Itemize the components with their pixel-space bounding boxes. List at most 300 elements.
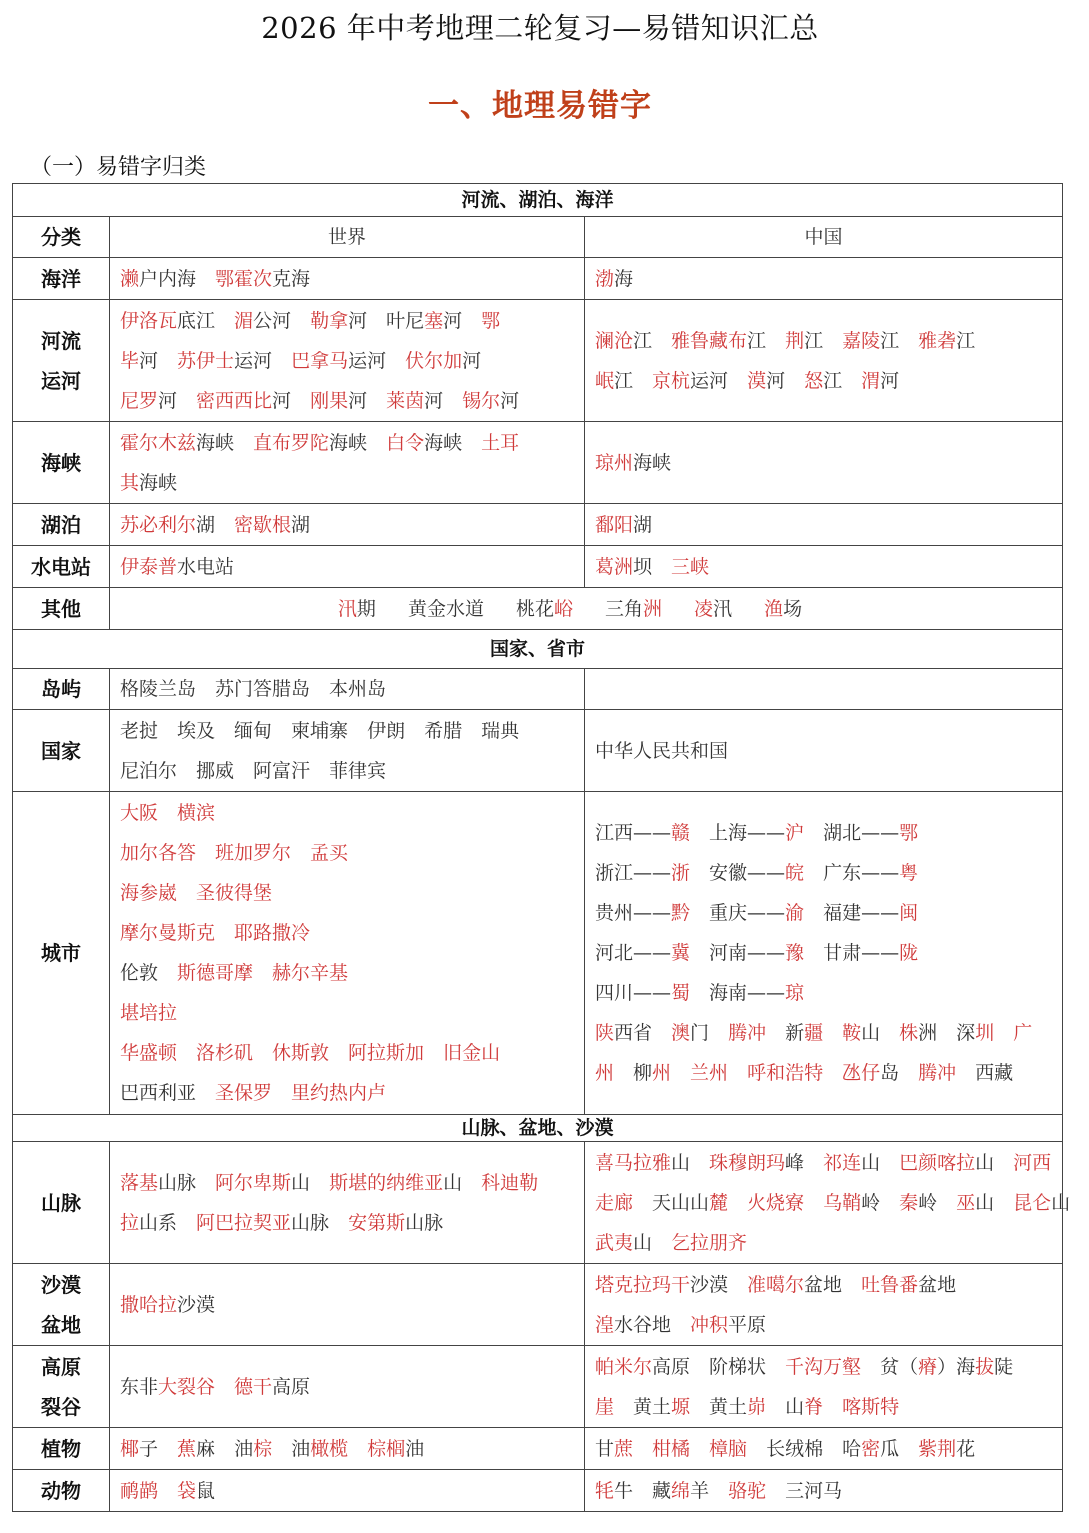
category-label: 沙漠 xyxy=(41,1272,81,1297)
highlighted-text: 牦 xyxy=(595,1479,615,1502)
highlighted-text: 德干 xyxy=(234,1375,273,1398)
highlighted-text: 伏尔加 xyxy=(405,349,463,372)
highlighted-text: 柑橘 xyxy=(652,1437,691,1460)
plain-text: 伊朗 xyxy=(367,719,406,742)
highlighted-text: 巴颜喀拉 xyxy=(899,1151,976,1174)
highlighted-text: 疆 xyxy=(804,1022,824,1044)
term xyxy=(671,556,709,578)
term xyxy=(120,472,177,494)
highlighted-text: 渭 xyxy=(861,369,881,392)
term xyxy=(595,514,652,536)
term xyxy=(424,720,462,742)
plain-text: 瑞典 xyxy=(481,719,520,742)
term xyxy=(367,720,405,742)
term-line xyxy=(595,259,1052,299)
plain-text: 三角 xyxy=(604,597,643,620)
plain-text: 浙江—— xyxy=(595,862,672,884)
plain-text: 海 xyxy=(614,267,634,290)
highlighted-text: 濑 xyxy=(120,267,140,290)
highlighted-text: 班加罗尔 xyxy=(215,842,292,864)
term xyxy=(338,598,376,620)
highlighted-text: 闽 xyxy=(899,902,919,924)
term xyxy=(253,432,367,454)
plain-text: 重庆—— xyxy=(709,902,786,924)
term-line xyxy=(595,1265,1052,1305)
category-cell xyxy=(13,710,110,792)
term xyxy=(177,1480,215,1502)
highlighted-text: 密西西比 xyxy=(196,389,273,412)
term xyxy=(823,862,918,884)
term xyxy=(747,1274,842,1296)
term-line xyxy=(595,1143,1052,1183)
term xyxy=(671,1232,747,1254)
term xyxy=(120,962,158,984)
category-cell xyxy=(13,1470,110,1512)
highlighted-text: 三峡 xyxy=(671,555,710,578)
term xyxy=(329,1172,462,1194)
highlighted-text: 塔克拉玛干 xyxy=(595,1273,691,1296)
highlighted-text: 拔 xyxy=(975,1355,995,1378)
plain-text: 老挝 xyxy=(120,719,159,742)
term xyxy=(120,268,196,290)
term-line xyxy=(595,1429,1052,1469)
term xyxy=(595,982,690,1004)
category-cell xyxy=(13,669,110,710)
china-cell xyxy=(585,546,1063,588)
plain-text: 高原 xyxy=(272,1375,311,1398)
highlighted-text: 瘠 xyxy=(918,1355,938,1378)
term-line xyxy=(595,853,1052,893)
term-line xyxy=(120,1073,574,1113)
term xyxy=(120,678,196,700)
plain-text: 四川—— xyxy=(595,982,672,1004)
term xyxy=(671,1022,709,1044)
highlighted-text: 脊 xyxy=(804,1395,824,1418)
highlighted-text: 兰州 xyxy=(690,1062,729,1084)
highlighted-text: 棕 xyxy=(253,1437,273,1460)
highlighted-text: 赣 xyxy=(671,822,691,844)
plain-text: 缅甸 xyxy=(234,719,273,742)
plain-text: 尼泊尔 xyxy=(120,759,178,782)
plain-text: 岛 xyxy=(880,1062,900,1084)
plain-text: 湖 xyxy=(196,513,216,536)
term xyxy=(690,1062,728,1084)
plain-text: 江 xyxy=(804,329,824,352)
term xyxy=(595,268,633,290)
highlighted-text: 伊洛瓦 xyxy=(120,309,178,332)
plain-text: 平原 xyxy=(728,1313,767,1336)
term xyxy=(196,1042,253,1064)
term xyxy=(120,1082,196,1104)
highlighted-text: 橄榄 xyxy=(310,1437,349,1460)
highlighted-text: 州 xyxy=(595,1062,615,1084)
plain-text: 运河 xyxy=(348,349,387,372)
term xyxy=(120,1376,215,1398)
highlighted-text: 苏伊士 xyxy=(177,349,235,372)
term xyxy=(728,1022,766,1044)
term xyxy=(595,1152,690,1174)
plain-text: 底江 xyxy=(177,309,216,332)
plain-text: 山 xyxy=(671,1151,691,1174)
term xyxy=(120,1172,196,1194)
plain-text: 油 xyxy=(405,1437,425,1460)
term xyxy=(1013,1022,1032,1044)
term xyxy=(196,882,272,904)
term xyxy=(842,1438,899,1460)
china-cell xyxy=(585,792,1063,1115)
term xyxy=(386,390,443,412)
term xyxy=(215,842,291,864)
highlighted-text: 密歇根 xyxy=(234,513,292,536)
term xyxy=(120,760,177,782)
plain-text: ）海 xyxy=(937,1355,976,1378)
highlighted-text: 鸸鹋 xyxy=(120,1479,159,1502)
term xyxy=(709,902,804,924)
highlighted-text: 绵 xyxy=(671,1479,691,1502)
term xyxy=(842,1396,899,1418)
term xyxy=(595,1396,614,1418)
term xyxy=(291,350,386,372)
term xyxy=(120,350,158,372)
plain-text: 海峡 xyxy=(196,431,235,454)
term xyxy=(177,720,215,742)
plain-text: 山 xyxy=(975,1151,995,1174)
plain-text: 巴西利亚 xyxy=(120,1082,197,1104)
highlighted-text: 走廊 xyxy=(595,1191,634,1214)
highlighted-text: 渤 xyxy=(595,267,615,290)
plain-text: 羊 xyxy=(690,1479,710,1502)
highlighted-text: 莱茵 xyxy=(386,389,425,412)
category-label: 城市 xyxy=(41,941,81,965)
plain-text: 水电站 xyxy=(177,555,235,578)
china-cell xyxy=(585,504,1063,546)
term xyxy=(747,1192,804,1214)
highlighted-text: 怒 xyxy=(804,369,824,392)
term xyxy=(633,1062,671,1084)
highlighted-text: 冀 xyxy=(671,942,691,964)
term-line xyxy=(120,711,574,751)
term xyxy=(861,1274,956,1296)
term xyxy=(766,1438,823,1460)
plain-text: 天山山 xyxy=(652,1191,710,1214)
highlighted-text: 棕榈 xyxy=(367,1437,406,1460)
term xyxy=(728,1480,766,1502)
plain-text: 湖 xyxy=(633,513,653,536)
table-row xyxy=(13,1428,1063,1470)
term xyxy=(899,1022,937,1044)
highlighted-text: 里约热内卢 xyxy=(291,1082,387,1104)
highlighted-text: 崖 xyxy=(595,1395,615,1418)
category-label: 海峡 xyxy=(41,450,81,475)
term xyxy=(310,842,348,864)
term xyxy=(215,678,310,700)
highlighted-text: 塬 xyxy=(671,1395,691,1418)
plain-text: 黄土 xyxy=(709,1395,748,1418)
term xyxy=(215,1172,310,1194)
plain-text: 河 xyxy=(348,309,368,332)
term xyxy=(823,822,918,844)
term-line xyxy=(120,1163,574,1203)
term-line xyxy=(595,443,1052,483)
plain-text: 东非 xyxy=(120,1375,159,1398)
highlighted-text: 海参崴 xyxy=(120,882,178,904)
term-line xyxy=(595,933,1052,973)
term xyxy=(120,514,215,536)
term xyxy=(595,370,633,392)
highlighted-text: 塞 xyxy=(424,309,444,332)
term-line xyxy=(120,423,574,463)
term-line xyxy=(595,1223,1052,1263)
term xyxy=(709,1438,747,1460)
world-cell xyxy=(110,669,585,710)
plain-text: 瓜 xyxy=(880,1437,900,1460)
plain-text: 公河 xyxy=(253,309,292,332)
term xyxy=(177,962,253,984)
highlighted-text: 渔 xyxy=(764,597,784,620)
error-prone-characters-table xyxy=(12,183,1071,1512)
plain-text: 户内海 xyxy=(139,267,197,290)
category-cell xyxy=(13,792,110,1115)
term-line xyxy=(120,505,574,545)
highlighted-text: 鄂 xyxy=(899,822,919,844)
highlighted-text: 火烧寮 xyxy=(747,1191,805,1214)
term xyxy=(177,1438,215,1460)
term xyxy=(120,802,158,824)
highlighted-text: 撒哈拉 xyxy=(120,1293,178,1316)
plain-text: 菲律宾 xyxy=(329,759,387,782)
plain-text: 期 xyxy=(356,597,376,620)
term xyxy=(785,1022,823,1044)
table-row xyxy=(13,669,1063,710)
world-cell xyxy=(110,710,585,792)
term-line xyxy=(595,1053,1052,1093)
plain-text: 河 xyxy=(272,389,292,412)
category-label: 高原 xyxy=(41,1354,81,1379)
plain-text: 湖北—— xyxy=(823,822,900,844)
table-row xyxy=(13,546,1063,588)
term xyxy=(595,452,671,474)
highlighted-text: 秦 xyxy=(899,1191,919,1214)
term xyxy=(899,1192,937,1214)
term xyxy=(215,1082,272,1104)
highlighted-text: 河西 xyxy=(1013,1151,1052,1174)
plain-text: 河 xyxy=(500,389,520,412)
category-label: 植物 xyxy=(41,1436,81,1461)
plain-text: 河 xyxy=(424,389,444,412)
term-line xyxy=(120,547,574,587)
term xyxy=(747,370,785,392)
plain-text: 岭 xyxy=(861,1191,881,1214)
term-line xyxy=(595,731,1052,771)
highlighted-text: 苏必利尔 xyxy=(120,513,197,536)
term-line xyxy=(595,1471,1052,1511)
term xyxy=(196,1212,329,1234)
term xyxy=(120,1480,158,1502)
highlighted-text: 赫尔辛基 xyxy=(272,962,349,984)
highlighted-text: 锡尔 xyxy=(462,389,501,412)
highlighted-text: 加尔各答 xyxy=(120,842,197,864)
highlighted-text: 耶路撒冷 xyxy=(234,922,311,944)
term xyxy=(595,942,690,964)
plain-text: 哈 xyxy=(842,1437,862,1460)
term xyxy=(215,268,310,290)
plain-text: 长绒棉 xyxy=(766,1437,824,1460)
table-row xyxy=(13,258,1063,300)
term xyxy=(234,922,310,944)
plain-text: 牛 xyxy=(614,1479,634,1502)
highlighted-text: 直布罗陀 xyxy=(253,431,330,454)
highlighted-text: 阿拉斯加 xyxy=(348,1042,425,1064)
highlighted-text: 州 xyxy=(652,1062,672,1084)
term xyxy=(652,1480,709,1502)
highlighted-text: 堪培拉 xyxy=(120,1002,178,1024)
term xyxy=(842,1022,880,1044)
term xyxy=(595,1438,633,1460)
plain-text: 花 xyxy=(956,1437,976,1460)
term-line xyxy=(595,1013,1052,1053)
world-cell xyxy=(110,1346,585,1428)
highlighted-text: 阿巴拉契亚 xyxy=(196,1211,292,1234)
plain-text: 福建—— xyxy=(823,902,900,924)
world-cell xyxy=(110,1470,585,1512)
category-label: 动物 xyxy=(41,1478,81,1503)
china-cell xyxy=(585,669,1063,710)
term xyxy=(120,390,177,412)
china-cell xyxy=(585,258,1063,300)
highlighted-text: 尼罗 xyxy=(120,389,159,412)
term xyxy=(196,390,291,412)
plain-text: 阶梯状 xyxy=(709,1355,767,1378)
term-line xyxy=(595,1183,1071,1223)
plain-text: 江西—— xyxy=(595,822,672,844)
plain-text: 上海—— xyxy=(709,822,786,844)
term xyxy=(120,1294,215,1316)
highlighted-text: 鄂 xyxy=(481,309,501,332)
term xyxy=(120,882,177,904)
term xyxy=(408,598,484,620)
term xyxy=(595,740,728,762)
term xyxy=(823,1192,880,1214)
category-cell xyxy=(13,300,110,422)
highlighted-text: 昆仑 xyxy=(1013,1191,1052,1214)
highlighted-text: 紫荆 xyxy=(918,1437,957,1460)
term-line xyxy=(120,793,574,833)
term-line xyxy=(120,1429,574,1469)
term xyxy=(595,862,690,884)
plain-text: 江 xyxy=(880,329,900,352)
plain-text: 峰 xyxy=(785,1151,805,1174)
plain-text: 山 xyxy=(861,1022,881,1044)
plain-text: 油 xyxy=(234,1437,254,1460)
plain-text: 甘肃—— xyxy=(823,942,900,964)
plain-text: 麻 xyxy=(196,1437,216,1460)
term-line xyxy=(120,301,574,341)
term xyxy=(956,1022,994,1044)
term xyxy=(367,1438,424,1460)
category-label: 国家 xyxy=(41,738,81,763)
highlighted-text: 大裂谷 xyxy=(158,1375,216,1398)
term xyxy=(595,1356,690,1378)
term xyxy=(120,1212,177,1234)
plain-text: 桃花 xyxy=(515,597,554,620)
highlighted-text: 樟脑 xyxy=(709,1437,748,1460)
plain-text: 盆地 xyxy=(918,1273,957,1296)
category-cell xyxy=(13,422,110,504)
term xyxy=(747,1062,823,1084)
group-header: 国家、省市 xyxy=(13,630,1063,669)
term xyxy=(291,720,348,742)
plain-text: 场 xyxy=(783,597,803,620)
term xyxy=(823,1152,880,1174)
table-row xyxy=(13,504,1063,546)
plain-text: 湖 xyxy=(291,513,311,536)
table-row xyxy=(13,1142,1063,1264)
highlighted-text: 横滨 xyxy=(177,802,216,824)
highlighted-text: 琼 xyxy=(785,982,805,1004)
term xyxy=(595,1232,652,1254)
term xyxy=(709,1356,766,1378)
plain-text: 江 xyxy=(614,369,634,392)
highlighted-text: 落基 xyxy=(120,1171,159,1194)
table-row xyxy=(13,1264,1063,1346)
term xyxy=(120,310,215,332)
plain-text: 高原 xyxy=(652,1355,691,1378)
highlighted-text: 澳 xyxy=(671,1022,691,1044)
term xyxy=(785,330,823,352)
highlighted-text: 圣保罗 xyxy=(215,1082,273,1104)
term xyxy=(595,1062,614,1084)
highlighted-text: 斯堪的纳维亚 xyxy=(329,1171,444,1194)
term xyxy=(291,1082,386,1104)
highlighted-text: 毕 xyxy=(120,349,140,372)
category-cell xyxy=(13,504,110,546)
highlighted-text: 粤 xyxy=(899,862,919,884)
category-label: 裂谷 xyxy=(41,1394,81,1419)
plain-text: 河 xyxy=(880,369,900,392)
term xyxy=(595,822,690,844)
highlighted-text: 峁 xyxy=(747,1395,767,1418)
highlighted-text: 伊泰普 xyxy=(120,555,178,578)
highlighted-text: 汛 xyxy=(337,597,357,620)
table-row xyxy=(13,1346,1063,1428)
table-row xyxy=(13,422,1063,504)
term xyxy=(120,922,215,944)
term-line xyxy=(120,751,574,791)
highlighted-text: 岷 xyxy=(595,369,615,392)
term-line xyxy=(595,1387,1052,1427)
highlighted-text: 圳 xyxy=(975,1022,995,1044)
highlighted-text: 嘉陵 xyxy=(842,329,881,352)
highlighted-text: 雅砻 xyxy=(918,329,957,352)
world-cell xyxy=(110,1428,585,1470)
term-line xyxy=(120,993,574,1033)
plain-text: 河 xyxy=(348,389,368,412)
highlighted-text: 旧金山 xyxy=(443,1042,501,1064)
plain-text: 中华人民共和国 xyxy=(595,739,729,762)
plain-text: 安徽—— xyxy=(709,862,786,884)
highlighted-text: 凌 xyxy=(694,597,714,620)
term xyxy=(310,310,367,332)
term xyxy=(234,310,291,332)
plain-text: 沙漠 xyxy=(690,1273,729,1296)
table-row xyxy=(13,710,1063,792)
table-row xyxy=(13,1470,1063,1512)
highlighted-text: 孟买 xyxy=(310,842,349,864)
highlighted-text: 浙 xyxy=(671,862,691,884)
category-cell xyxy=(13,1428,110,1470)
plain-text: 挪威 xyxy=(196,759,235,782)
highlighted-text: 骆驼 xyxy=(728,1479,767,1502)
